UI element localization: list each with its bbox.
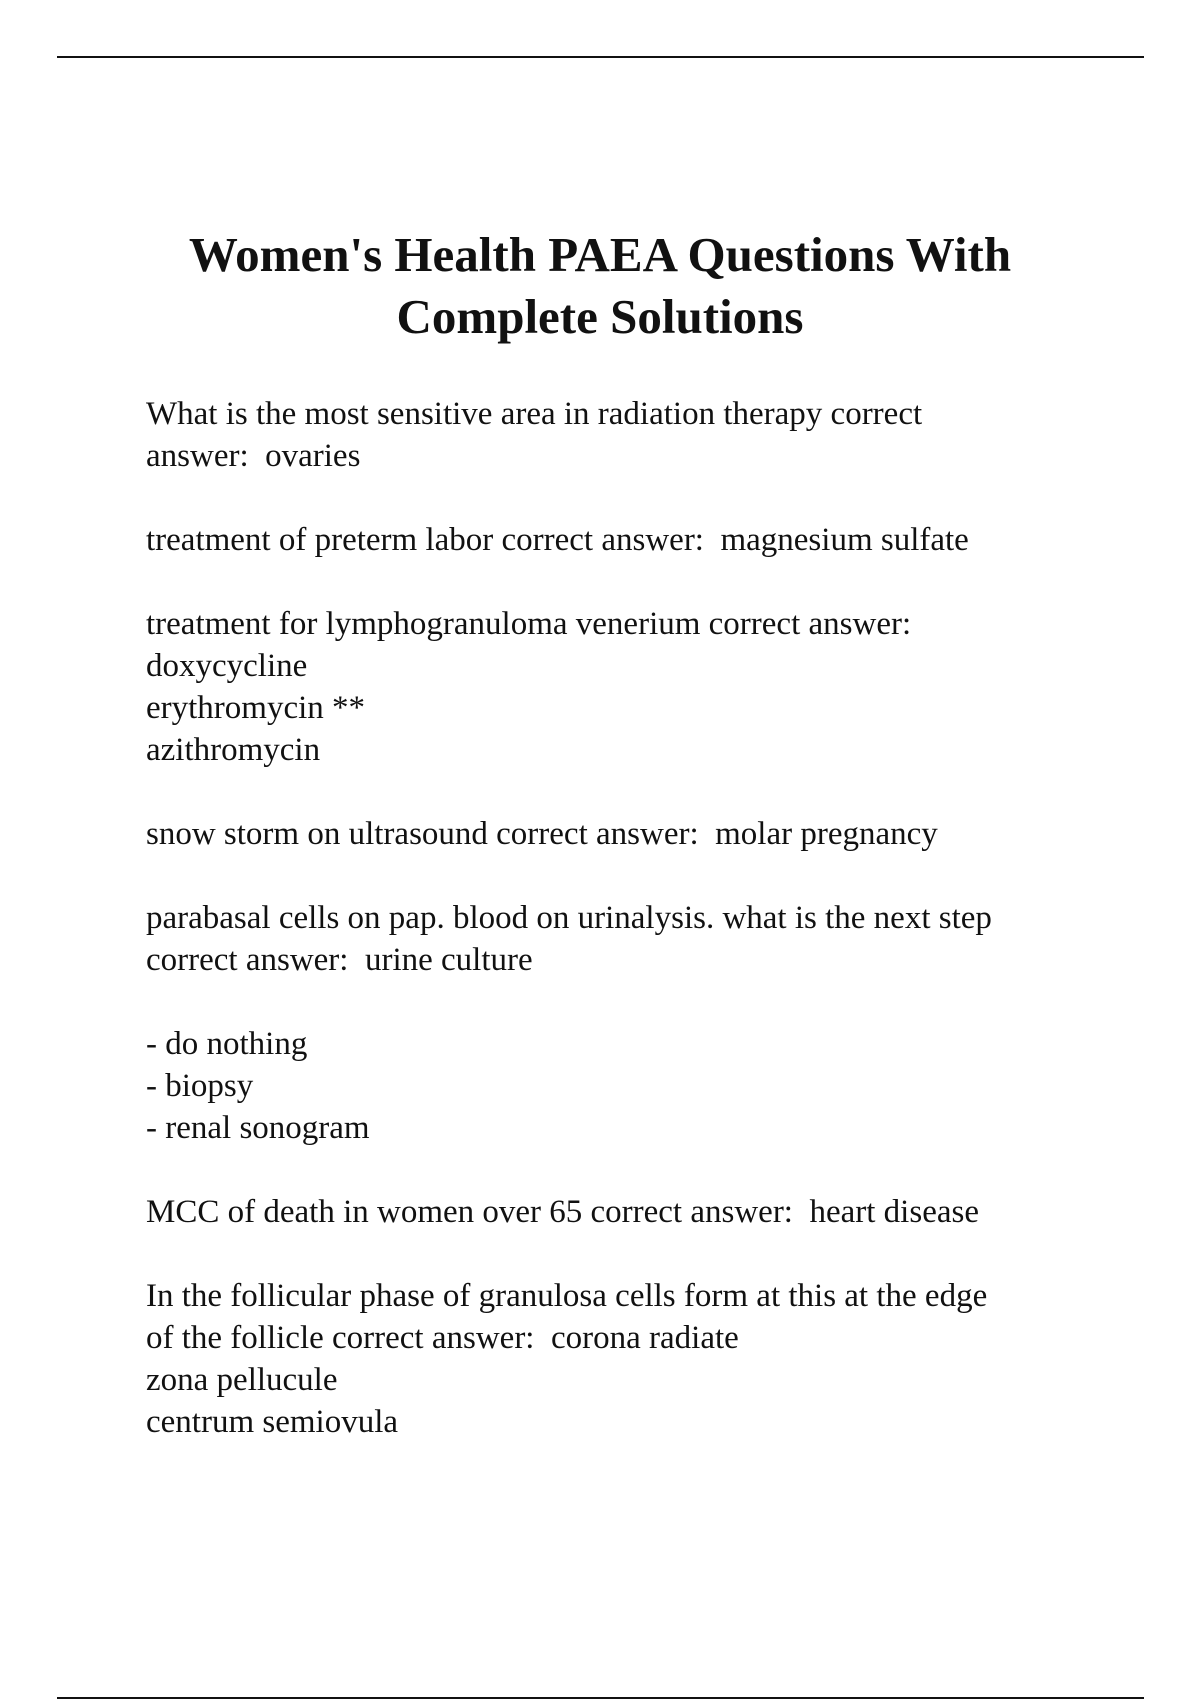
qa-item-preterm-labor: [146, 519, 1106, 561]
qa-line: parabasal cells on pap. blood on urinalysis. what is the next step: [146, 900, 992, 936]
qa-line: correct answer: urine culture: [146, 942, 533, 978]
qa-line: - renal sonogram: [146, 1110, 370, 1146]
qa-item-snow-storm: [146, 813, 1106, 855]
qa-line: treatment of preterm labor correct answer: magnesium sulfate: [146, 522, 969, 558]
qa-line: erythromycin **: [146, 690, 366, 726]
qa-item-follicular-phase: [146, 1275, 1106, 1443]
qa-line: What is the most sensitive area in radiation therapy correct: [146, 396, 923, 432]
qa-item-lymphogranuloma: [146, 603, 1106, 771]
qa-item-mcc-death: [146, 1191, 1106, 1233]
qa-line: - do nothing: [146, 1026, 308, 1062]
title-line-2: Complete Solutions: [396, 289, 804, 344]
qa-line: of the follicle correct answer: corona radiate: [146, 1320, 739, 1356]
title-line-1: Women's Health PAEA Questions With: [188, 227, 1012, 282]
qa-line: azithromycin: [146, 732, 321, 768]
qa-line: zona pellucule: [146, 1362, 338, 1398]
bottom-divider: [57, 1697, 1144, 1699]
qa-line: doxycycline: [146, 648, 308, 684]
qa-line: - biopsy: [146, 1068, 254, 1104]
top-divider: [57, 56, 1144, 58]
document-title: [100, 224, 1100, 348]
qa-item-radiation: [146, 393, 1106, 477]
qa-item-options: [146, 1023, 1106, 1149]
qa-line: snow storm on ultrasound correct answer: molar pregnancy: [146, 816, 938, 852]
qa-line: answer: ovaries: [146, 438, 361, 474]
qa-line: In the follicular phase of granulosa cells form at this at the edge: [146, 1278, 988, 1314]
qa-item-parabasal-cells: [146, 897, 1106, 981]
qa-line: centrum semiovula: [146, 1404, 399, 1440]
qa-line: MCC of death in women over 65 correct answer: heart disease: [146, 1194, 979, 1230]
qa-line: treatment for lymphogranuloma venerium correct answer:: [146, 606, 912, 642]
qa-list: [146, 393, 1106, 1485]
